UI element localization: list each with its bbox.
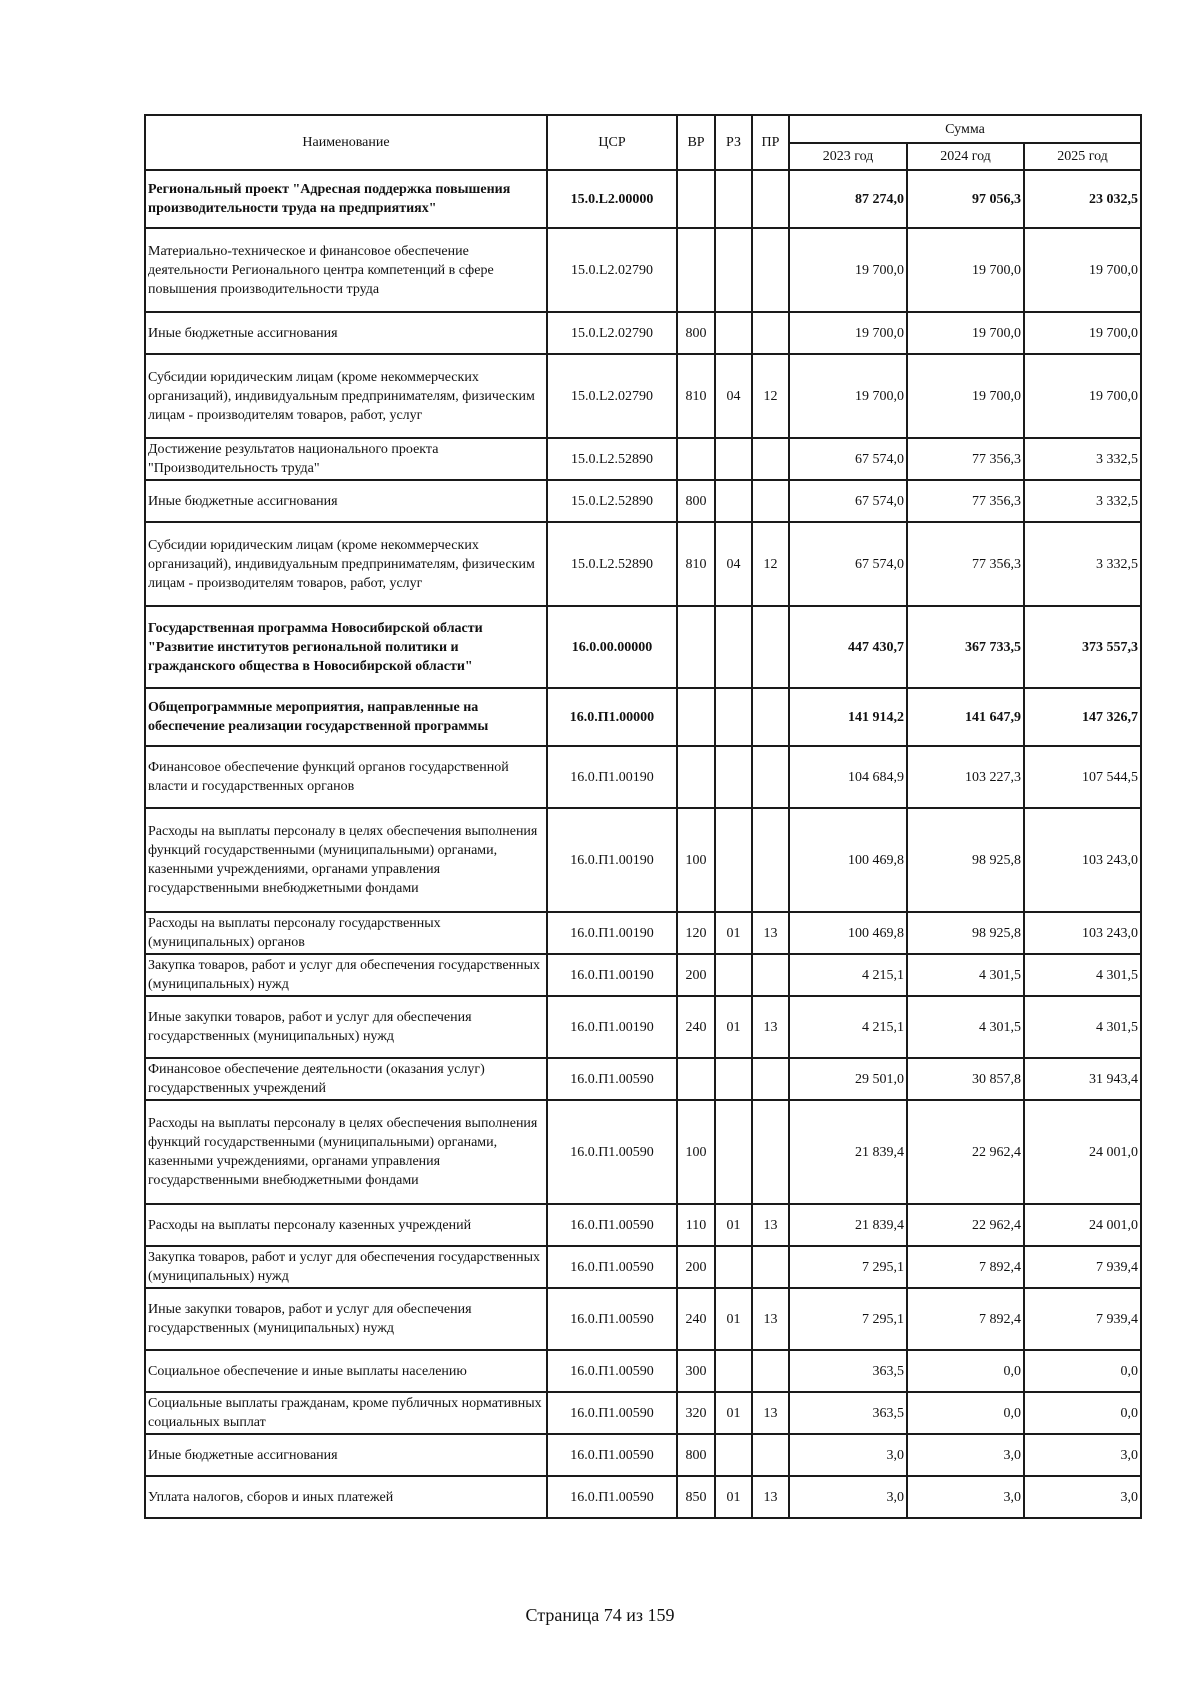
table-row (145, 1100, 1141, 1204)
row-2024: 19 700,0 (907, 312, 1024, 354)
row-2024: 19 700,0 (907, 228, 1024, 312)
row-2023: 363,5 (789, 1392, 907, 1434)
header-name: Наименование (145, 115, 547, 170)
row-vr: 800 (677, 480, 715, 522)
row-csr: 16.0.П1.00000 (547, 688, 677, 746)
row-2024: 4 301,5 (907, 996, 1024, 1058)
row-2024: 0,0 (907, 1350, 1024, 1392)
row-name: Расходы на выплаты персоналу казенных учреждений (145, 1204, 547, 1246)
row-vr: 200 (677, 1246, 715, 1288)
row-name: Материально-техническое и финансовое обеспечение деятельности Регионального центра компетенций в сфере повышения производительности труда (145, 228, 547, 312)
table-row (145, 312, 1141, 354)
row-2024: 7 892,4 (907, 1246, 1024, 1288)
row-name: Финансовое обеспечение функций органов государственной власти и государственных органов (145, 746, 547, 808)
budget-table (144, 114, 1142, 1519)
row-vr: 120 (677, 912, 715, 954)
table-row (145, 606, 1141, 688)
row-2023: 21 839,4 (789, 1204, 907, 1246)
header-2025: 2025 год (1024, 143, 1141, 170)
header-pr: ПР (752, 115, 789, 170)
row-2025: 107 544,5 (1024, 746, 1141, 808)
row-name: Общепрограммные мероприятия, направленные на обеспечение реализации государственной программы (145, 688, 547, 746)
row-vr (677, 170, 715, 228)
row-rz (715, 312, 752, 354)
row-pr: 13 (752, 1204, 789, 1246)
table-row (145, 1058, 1141, 1100)
table-row (145, 1392, 1141, 1434)
row-2025: 4 301,5 (1024, 954, 1141, 996)
row-2025: 7 939,4 (1024, 1246, 1141, 1288)
row-vr: 810 (677, 354, 715, 438)
row-name: Государственная программа Новосибирской области "Развитие институтов региональной политики и гражданского общества в Новосибирской области" (145, 606, 547, 688)
row-2023: 4 215,1 (789, 954, 907, 996)
row-csr: 16.0.П1.00590 (547, 1392, 677, 1434)
row-2024: 3,0 (907, 1434, 1024, 1476)
row-2025: 23 032,5 (1024, 170, 1141, 228)
row-2024: 7 892,4 (907, 1288, 1024, 1350)
header-2024: 2024 год (907, 143, 1024, 170)
row-rz (715, 688, 752, 746)
row-pr (752, 606, 789, 688)
row-rz (715, 438, 752, 480)
row-2024: 98 925,8 (907, 912, 1024, 954)
row-2024: 77 356,3 (907, 480, 1024, 522)
row-csr: 16.0.П1.00590 (547, 1246, 677, 1288)
row-2023: 104 684,9 (789, 746, 907, 808)
row-2023: 4 215,1 (789, 996, 907, 1058)
row-vr: 320 (677, 1392, 715, 1434)
row-csr: 16.0.П1.00590 (547, 1476, 677, 1518)
row-csr: 16.0.П1.00590 (547, 1350, 677, 1392)
row-vr: 800 (677, 1434, 715, 1476)
row-csr: 16.0.П1.00190 (547, 912, 677, 954)
row-rz (715, 1246, 752, 1288)
row-name: Закупка товаров, работ и услуг для обеспечения государственных (муниципальных) нужд (145, 1246, 547, 1288)
row-2023: 19 700,0 (789, 228, 907, 312)
row-vr: 110 (677, 1204, 715, 1246)
row-rz: 04 (715, 354, 752, 438)
row-pr: 13 (752, 1392, 789, 1434)
row-2024: 141 647,9 (907, 688, 1024, 746)
row-csr: 16.0.П1.00190 (547, 996, 677, 1058)
row-vr: 300 (677, 1350, 715, 1392)
header-vr: ВР (677, 115, 715, 170)
row-2024: 22 962,4 (907, 1204, 1024, 1246)
table-row (145, 746, 1141, 808)
row-2025: 3,0 (1024, 1434, 1141, 1476)
row-2024: 98 925,8 (907, 808, 1024, 912)
row-vr (677, 1058, 715, 1100)
row-pr: 13 (752, 1288, 789, 1350)
row-vr (677, 606, 715, 688)
row-csr: 16.0.00.00000 (547, 606, 677, 688)
row-csr: 15.0.L2.02790 (547, 312, 677, 354)
row-csr: 15.0.L2.00000 (547, 170, 677, 228)
row-rz: 01 (715, 1204, 752, 1246)
row-name: Субсидии юридическим лицам (кроме некоммерческих организаций), индивидуальным предпринимателям, физическим лицам - производителям товаров, работ, услуг (145, 354, 547, 438)
row-2025: 19 700,0 (1024, 312, 1141, 354)
row-name: Уплата налогов, сборов и иных платежей (145, 1476, 547, 1518)
row-rz: 01 (715, 996, 752, 1058)
row-2024: 367 733,5 (907, 606, 1024, 688)
row-pr (752, 1350, 789, 1392)
row-csr: 16.0.П1.00590 (547, 1058, 677, 1100)
row-2023: 19 700,0 (789, 312, 907, 354)
table-row (145, 1288, 1141, 1350)
table-row (145, 1350, 1141, 1392)
row-2023: 3,0 (789, 1476, 907, 1518)
row-pr: 12 (752, 354, 789, 438)
row-2025: 19 700,0 (1024, 354, 1141, 438)
row-name: Иные бюджетные ассигнования (145, 1434, 547, 1476)
row-rz (715, 480, 752, 522)
row-2023: 7 295,1 (789, 1246, 907, 1288)
table-row (145, 1476, 1141, 1518)
row-2024: 30 857,8 (907, 1058, 1024, 1100)
row-csr: 16.0.П1.00590 (547, 1100, 677, 1204)
row-csr: 15.0.L2.52890 (547, 480, 677, 522)
table-row (145, 522, 1141, 606)
row-rz: 01 (715, 1288, 752, 1350)
row-csr: 15.0.L2.02790 (547, 228, 677, 312)
row-csr: 15.0.L2.02790 (547, 354, 677, 438)
row-pr: 13 (752, 996, 789, 1058)
row-2023: 67 574,0 (789, 438, 907, 480)
row-csr: 16.0.П1.00190 (547, 808, 677, 912)
row-rz (715, 1100, 752, 1204)
row-name: Расходы на выплаты персоналу в целях обеспечения выполнения функций государственными (муниципальными) органами, казенными учреждениями, органами управления государственными внебюджетными фондами (145, 808, 547, 912)
row-2023: 67 574,0 (789, 480, 907, 522)
row-rz (715, 746, 752, 808)
row-vr (677, 688, 715, 746)
row-2025: 31 943,4 (1024, 1058, 1141, 1100)
row-2024: 19 700,0 (907, 354, 1024, 438)
row-pr (752, 1058, 789, 1100)
row-2025: 0,0 (1024, 1392, 1141, 1434)
row-vr (677, 438, 715, 480)
row-2025: 3 332,5 (1024, 480, 1141, 522)
row-pr (752, 480, 789, 522)
row-2025: 3,0 (1024, 1476, 1141, 1518)
row-vr: 200 (677, 954, 715, 996)
row-name: Иные бюджетные ассигнования (145, 480, 547, 522)
row-name: Финансовое обеспечение деятельности (оказания услуг) государственных учреждений (145, 1058, 547, 1100)
row-2023: 87 274,0 (789, 170, 907, 228)
table-row (145, 954, 1141, 996)
row-name: Закупка товаров, работ и услуг для обеспечения государственных (муниципальных) нужд (145, 954, 547, 996)
row-2023: 100 469,8 (789, 912, 907, 954)
row-2025: 373 557,3 (1024, 606, 1141, 688)
row-2023: 3,0 (789, 1434, 907, 1476)
row-vr: 100 (677, 1100, 715, 1204)
header-rz: РЗ (715, 115, 752, 170)
row-pr (752, 1434, 789, 1476)
row-csr: 15.0.L2.52890 (547, 438, 677, 480)
table-row (145, 1204, 1141, 1246)
table-row (145, 228, 1141, 312)
row-2023: 363,5 (789, 1350, 907, 1392)
row-2023: 29 501,0 (789, 1058, 907, 1100)
row-pr (752, 1246, 789, 1288)
row-name: Субсидии юридическим лицам (кроме некоммерческих организаций), индивидуальным предпринимателям, физическим лицам - производителям товаров, работ, услуг (145, 522, 547, 606)
table-row (145, 170, 1141, 228)
row-2023: 7 295,1 (789, 1288, 907, 1350)
row-2024: 22 962,4 (907, 1100, 1024, 1204)
row-name: Достижение результатов национального проекта "Производительность труда" (145, 438, 547, 480)
row-2024: 103 227,3 (907, 746, 1024, 808)
row-pr: 12 (752, 522, 789, 606)
row-vr (677, 746, 715, 808)
row-rz (715, 170, 752, 228)
row-rz (715, 954, 752, 996)
table-row (145, 1434, 1141, 1476)
table-row (145, 480, 1141, 522)
row-pr (752, 954, 789, 996)
row-2024: 0,0 (907, 1392, 1024, 1434)
row-csr: 16.0.П1.00590 (547, 1288, 677, 1350)
row-2025: 3 332,5 (1024, 438, 1141, 480)
row-name: Расходы на выплаты персоналу государственных (муниципальных) органов (145, 912, 547, 954)
row-vr: 240 (677, 996, 715, 1058)
row-2024: 77 356,3 (907, 522, 1024, 606)
row-rz: 01 (715, 912, 752, 954)
row-rz: 04 (715, 522, 752, 606)
row-name: Социальное обеспечение и иные выплаты населению (145, 1350, 547, 1392)
table-header (145, 115, 1141, 170)
row-2023: 21 839,4 (789, 1100, 907, 1204)
row-pr (752, 170, 789, 228)
table-row (145, 996, 1141, 1058)
row-rz (715, 1434, 752, 1476)
page-number: Страница 74 из 159 (525, 1605, 675, 1625)
row-2024: 4 301,5 (907, 954, 1024, 996)
row-pr: 13 (752, 1476, 789, 1518)
row-name: Региональный проект "Адресная поддержка повышения производительности труда на предприятиях" (145, 170, 547, 228)
row-rz (715, 606, 752, 688)
row-2025: 103 243,0 (1024, 912, 1141, 954)
row-vr: 850 (677, 1476, 715, 1518)
row-pr (752, 808, 789, 912)
row-2025: 24 001,0 (1024, 1204, 1141, 1246)
row-vr: 810 (677, 522, 715, 606)
header-2023: 2023 год (789, 143, 907, 170)
table-row (145, 688, 1141, 746)
row-2024: 77 356,3 (907, 438, 1024, 480)
row-2025: 7 939,4 (1024, 1288, 1141, 1350)
row-pr (752, 228, 789, 312)
table-row (145, 354, 1141, 438)
row-2025: 19 700,0 (1024, 228, 1141, 312)
row-rz (715, 1350, 752, 1392)
row-2023: 447 430,7 (789, 606, 907, 688)
row-2025: 103 243,0 (1024, 808, 1141, 912)
row-2025: 24 001,0 (1024, 1100, 1141, 1204)
row-vr: 240 (677, 1288, 715, 1350)
row-vr: 100 (677, 808, 715, 912)
header-sum: Сумма (789, 115, 1141, 143)
row-2023: 19 700,0 (789, 354, 907, 438)
row-2023: 67 574,0 (789, 522, 907, 606)
row-rz (715, 1058, 752, 1100)
row-name: Иные закупки товаров, работ и услуг для обеспечения государственных (муниципальных) нужд (145, 996, 547, 1058)
row-rz (715, 808, 752, 912)
row-pr (752, 688, 789, 746)
row-vr: 800 (677, 312, 715, 354)
row-2025: 3 332,5 (1024, 522, 1141, 606)
row-pr (752, 1100, 789, 1204)
row-csr: 16.0.П1.00190 (547, 954, 677, 996)
row-rz: 01 (715, 1476, 752, 1518)
row-csr: 15.0.L2.52890 (547, 522, 677, 606)
table-row (145, 808, 1141, 912)
row-csr: 16.0.П1.00190 (547, 746, 677, 808)
row-vr (677, 228, 715, 312)
row-rz (715, 228, 752, 312)
header-csr: ЦСР (547, 115, 677, 170)
row-2025: 147 326,7 (1024, 688, 1141, 746)
row-name: Расходы на выплаты персоналу в целях обеспечения выполнения функций государственными (муниципальными) органами, казенными учреждениями, органами управления государственными внебюджетными фондами (145, 1100, 547, 1204)
row-name: Иные закупки товаров, работ и услуг для обеспечения государственных (муниципальных) нужд (145, 1288, 547, 1350)
row-2024: 97 056,3 (907, 170, 1024, 228)
row-pr (752, 438, 789, 480)
table-row (145, 438, 1141, 480)
table-body (145, 170, 1141, 1518)
row-name: Иные бюджетные ассигнования (145, 312, 547, 354)
row-2023: 100 469,8 (789, 808, 907, 912)
table-row (145, 912, 1141, 954)
row-pr (752, 746, 789, 808)
row-2023: 141 914,2 (789, 688, 907, 746)
row-2024: 3,0 (907, 1476, 1024, 1518)
row-rz: 01 (715, 1392, 752, 1434)
row-csr: 16.0.П1.00590 (547, 1434, 677, 1476)
row-pr: 13 (752, 912, 789, 954)
row-2025: 0,0 (1024, 1350, 1141, 1392)
row-csr: 16.0.П1.00590 (547, 1204, 677, 1246)
table-row (145, 1246, 1141, 1288)
row-pr (752, 312, 789, 354)
row-name: Социальные выплаты гражданам, кроме публичных нормативных социальных выплат (145, 1392, 547, 1434)
row-2025: 4 301,5 (1024, 996, 1141, 1058)
